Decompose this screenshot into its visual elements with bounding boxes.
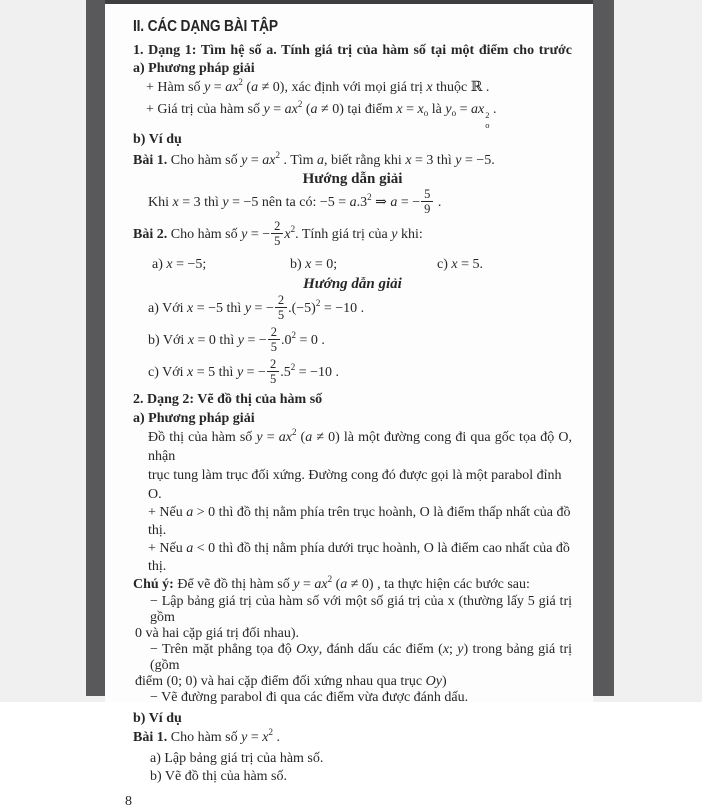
dang1-method-heading: a) Phương pháp giải [133,61,255,76]
text-run: = [402,102,418,117]
text-run: . [434,194,442,210]
text-run: a) [152,256,167,272]
text-run: ; [449,641,458,657]
text-run: = [269,102,285,117]
text-run: ( [302,102,311,117]
textbook-page [105,4,593,809]
text-run: = − [243,364,266,380]
subscript: o [423,108,429,118]
math-run: a [340,576,348,592]
superscript: 2 [290,223,296,234]
math-run: x [166,256,173,272]
text-run: = 3 thì [411,152,456,168]
text-run: .3 [356,194,368,210]
text-run: − Vẽ đường parabol đi qua các điểm vừa được đánh dấu. [150,689,469,705]
text-run: − Trên mặt phẳng tọa độ [150,641,297,657]
dang2-bai1-part-b: b) Vẽ đồ thị của hàm số. [150,768,287,784]
text-run: c) Với [148,364,188,380]
math-run: a [186,504,194,520]
math-run: x [284,226,291,242]
text-run: .(−5) [288,300,316,316]
math-run: a [390,194,398,210]
dang2-case-negative [133,540,572,576]
dang2-case-positive [133,504,572,540]
text-run: b) [290,256,306,272]
text-run: ℝ [470,80,483,95]
text-run: = 3 thì [178,194,223,210]
dang2-step3 [133,690,572,706]
text-run: = 5 thì [193,364,237,380]
math-run: y [293,576,300,592]
fraction [421,187,433,216]
math-run: x [187,300,194,316]
dang2-step2-line-2 [133,674,572,690]
math-run: ax [284,102,298,117]
superscript: 2 [327,573,333,584]
text-run: .0 [280,332,292,348]
math-run: Oy [425,673,442,689]
text-run: . [482,80,490,95]
dang2-step2-line-1 [133,642,572,674]
text-run: thuộc [432,80,471,95]
dang1-method-line-1 [133,78,572,97]
text-run: , đánh dấu các điểm ( [318,641,443,657]
text-run: = [456,102,471,117]
math-run: a [305,429,313,445]
math-run: y [204,80,211,95]
superscript: 2 [291,329,296,340]
text-run: = 5. [457,256,484,272]
math-run: y [241,226,248,242]
text-run: , ta thực hiện các bước sau: [373,576,530,592]
math-run: x [172,194,179,210]
text-run: + Giá trị của hàm số [146,102,264,117]
text-run: ≠ 0) [317,102,344,117]
superscript: 2 [238,77,243,87]
superscript: 2 [291,426,297,437]
superscript: 2 [315,297,321,308]
text-run: Để vẽ đồ thị hàm số [173,576,294,592]
math-run: y [241,152,248,168]
math-run: ax [314,576,328,592]
math-run: y [457,641,464,657]
dang2-title: 2. Dạng 2: Vẽ đồ thị của hàm số [133,391,323,407]
text-run: trục tung làm trục đối xứng. Đường cong đó được gọi là một parabol đỉnh O. [148,467,562,502]
fraction-denominator: 5 [267,371,279,386]
text-run: + Hàm số [146,80,205,95]
text-run: = −10 . [320,300,365,316]
text-run: b) Với [148,332,188,348]
fraction-numerator: 2 [274,218,281,233]
text-run: ⇒ [371,194,391,210]
bai2-parts-row [133,256,572,274]
text-run: + Nếu [148,504,187,520]
text-run: là [428,102,446,117]
text-run: Cho hàm số [167,729,242,745]
text-run: ≠ 0) [258,80,285,95]
fraction-denominator: 5 [268,339,280,354]
bold-run: Bài 1. [133,152,168,168]
math-run: x [262,729,269,745]
dang2-bai1-part-a: a) Lập bảng giá trị của hàm số. [150,750,324,766]
math-run: x [187,332,195,348]
text-run: ( [332,576,341,592]
dang1-title: 1. Dạng 1: Tìm hệ số a. Tính giá trị của hàm số tại một điểm cho trước [133,43,572,58]
bold-run: Bài 2. [133,226,168,242]
bai2-part-b [290,256,337,274]
text-run: điểm (0; 0) và hai cặp điểm đối xứng nhau qua trục [135,673,426,689]
text-run: = −5. [461,152,495,168]
math-run: y [222,194,229,210]
bai2-solution-c [133,358,572,388]
math-run: x [417,102,424,117]
subscript: o [451,108,457,118]
dang2-step1-line-2 [133,626,572,642]
text-run: là một đường cong đi qua gốc tọa độ O, nhận [148,429,572,464]
text-run: = [210,80,226,95]
dang2-description-line-1 [133,428,572,466]
text-run: Cho hàm số [167,226,242,242]
bai1-statement [133,151,572,170]
math-run: x [305,256,312,272]
fraction [271,219,283,248]
math-run: y [237,332,244,348]
bai2-solution-a [133,294,572,324]
section-heading: II. CÁC DẠNG BÀI TẬP [133,18,278,35]
text-run: < 0 [193,540,216,556]
math-run: a [186,540,194,556]
bai2-solution-heading: Hướng dẫn giải [303,275,402,292]
text-run: = −5; [172,256,207,272]
text-run: = − [243,332,267,348]
fraction-denominator: 5 [275,307,287,322]
fraction-denominator: 5 [271,233,283,248]
fraction-numerator: 2 [269,356,277,371]
math-run: y [455,152,462,168]
math-run: ax [262,152,276,168]
text-run: ( [242,80,252,95]
text-run: = 0; [311,256,338,272]
dang2-example-heading: b) Ví dụ [133,710,182,726]
dang2-bai1-statement [133,728,572,748]
superscript: 2 [275,149,280,160]
math-run: x [187,364,194,380]
bai2-solution-b [133,326,572,356]
text-run: thì đồ thị nằm phía dưới trục hoành, O là điểm cao nhất của đồ thị. [148,540,570,574]
math-run: x [396,102,403,117]
text-run: = [262,429,279,445]
bold-run: Bài 1. [133,729,168,745]
fraction-numerator: 5 [424,186,431,201]
math-run: y [241,729,248,745]
text-run: . Tính giá trị của [295,226,392,242]
math-run: x [451,256,458,272]
dang2-note [133,573,572,594]
text-run: ) trong bảng giá trị (gồm [150,641,572,673]
dang2-description-line-2 [133,466,572,504]
math-run: ax [225,80,239,95]
math-run: x [426,80,433,95]
text-run: ≠ 0) [347,576,374,592]
math-run: a [317,152,325,168]
page-content [125,18,572,811]
text-run: = 0 . [295,332,325,348]
math-run: y [445,102,452,117]
book-left-edge [86,0,105,696]
text-run: + Nếu [148,540,187,556]
text-run: 0 và hai cặp giá trị đối nhau). [135,625,300,641]
fraction-numerator: 2 [270,324,277,339]
bai1-solution [133,188,572,218]
bai2-statement [133,220,572,250]
text-run: = − [397,194,421,210]
fraction-numerator: 2 [277,292,285,307]
superscript: 2 [297,99,303,109]
text-run: = − [247,226,271,242]
text-run: . [489,102,497,117]
bold-run: Chú ý: [133,576,174,592]
bai2-part-c [437,256,483,274]
text-run: ≠ 0) [312,429,340,445]
text-run: − Lập bảng giá trị của hàm số với một số giá trị của x (thường lấy 5 giá trị gồm [150,593,572,625]
bai1-solution-heading: Hướng dẫn giải [302,170,403,187]
text-run: , biết rằng khi [324,152,406,168]
text-run: = [247,152,263,168]
text-run: = [247,729,263,745]
dang2-step1-line-1 [133,594,572,626]
text-run: = −10 . [295,364,339,380]
text-run: c) [437,256,452,272]
math-run: y [236,364,244,380]
text-run: khi: [397,226,423,242]
text-run: Khi [148,194,173,210]
dang2-method-heading: a) Phương pháp giải [133,410,255,426]
superscript: 2 [485,110,490,120]
text-run: . [272,729,280,745]
text-run: = −5 thì [193,300,245,316]
text-run: .5 [280,364,291,380]
math-run: x [405,152,412,168]
superscript: 2 [290,361,296,372]
math-run: y [263,102,270,117]
text-run: = [299,576,315,592]
superscript: 2 [367,191,372,202]
math-run: y [256,429,263,445]
math-run: a [349,194,357,210]
text-run: a) Với [148,300,188,316]
dang1-example-heading: b) Ví dụ [133,131,182,147]
bai2-part-a [152,256,206,274]
text-run: > 0 [193,504,216,520]
math-run: y [391,226,398,242]
math-run: a [310,102,318,117]
fraction-denominator: 9 [421,201,433,216]
math-run: ax [278,429,292,445]
superscript: 2 [268,726,273,737]
text-run: Đồ thị của hàm số [148,429,257,445]
text-run: tại điểm [343,102,397,117]
text-run: = −5 nên ta có: −5 = [228,194,350,210]
text-run: = 0 thì [194,332,238,348]
fraction [268,325,280,354]
book-right-edge [593,0,614,696]
text-run: Cho hàm số [167,152,242,168]
text-run: thì đồ thị nằm phía trên trục hoành, O là điểm thấp nhất của đồ thị. [148,504,571,538]
fraction [267,357,279,386]
text-run: , xác định với mọi giá trị [284,80,427,95]
math-run: x [442,641,450,657]
math-run: ax [470,102,485,117]
subscript: o [485,119,490,130]
text-run: . Tìm [279,152,318,168]
fraction [275,293,287,322]
text-run: ) [441,673,447,689]
math-run: a [251,80,259,95]
math-run: Oxy [296,641,319,657]
math-run: y [244,300,252,316]
page-number: 8 [125,793,132,809]
dang1-method-line-2 [133,100,572,131]
text-run: ( [296,429,306,445]
text-run: = − [251,300,274,316]
